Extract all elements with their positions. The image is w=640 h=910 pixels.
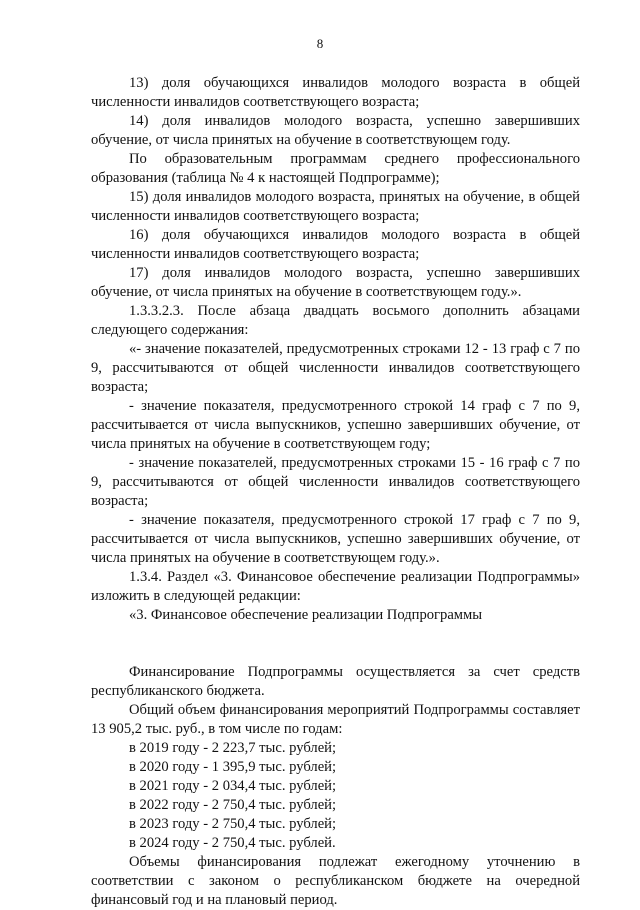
paragraph-row-14: - значение показателя, предусмотренного строкой 14 граф с 7 по 9, рассчитывается от числа выпускников, успешно завершивших обучение, от числа принятых на обучение в соответствующем году; [91, 398, 580, 452]
year-line-2019: в 2019 году - 2 223,7 тыс. рублей; [129, 740, 337, 756]
spacer [91, 625, 580, 663]
year-line-2022: в 2022 году - 2 750,4 тыс. рублей; [129, 797, 337, 813]
paragraph-spo-programs: По образовательным программам среднего профессионального образования (таблица № 4 к настоящей Подпрограмме); [91, 151, 580, 186]
paragraph-row-17: - значение показателя, предусмотренного строкой 17 граф с 7 по 9, рассчитывается от числа выпускников, успешно завершивших обучение, от числа принятых на обучение в соответствующем году.». [91, 512, 580, 566]
year-line-2020: в 2020 году - 1 395,9 тыс. рублей; [129, 759, 337, 775]
paragraph-item-16: 16) доля обучающихся инвалидов молодого возраста в общей численности инвалидов соответствующего возраста; [91, 227, 580, 262]
paragraph-item-15: 15) доля инвалидов молодого возраста, принятых на обучение, в общей численности инвалидов соответствующего возраста; [91, 189, 580, 224]
document-body [91, 74, 580, 910]
paragraph-financing-source: Финансирование Подпрограммы осуществляется за счет средств республиканского бюджета. [91, 664, 580, 699]
paragraph-item-17: 17) доля инвалидов молодого возраста, успешно завершивших обучение, от числа принятых на обучение в соответствующем году.». [91, 265, 580, 300]
paragraph-item-14: 14) доля инвалидов молодого возраста, успешно завершивших обучение, от числа принятых на обучение в соответствующем году. [91, 113, 580, 148]
paragraph-1-3-4: 1.3.4. Раздел «3. Финансовое обеспечение реализации Подпрограммы» изложить в следующей редакции: [91, 569, 580, 604]
year-line-2023: в 2023 году - 2 750,4 тыс. рублей; [129, 816, 337, 832]
paragraph-1-3-3-2-3: 1.3.3.2.3. После абзаца двадцать восьмого дополнить абзацами следующего содержания: [91, 303, 580, 338]
paragraph-annual-adjustment: Объемы финансирования подлежат ежегодному уточнению в соответствии с законом о республиканском бюджете на очередной финансовый год и на плановый период. [91, 854, 580, 908]
paragraph-total-volume: Общий объем финансирования мероприятий Подпрограммы составляет 13 905,2 тыс. руб., в том числе по годам: [91, 702, 580, 737]
paragraph-rows-15-16: - значение показателей, предусмотренных строками 15 - 16 граф с 7 по 9, рассчитываются от общей численности инвалидов соответствующего возраста; [91, 455, 580, 509]
section-heading-finance: «3. Финансовое обеспечение реализации Подпрограммы [129, 607, 483, 623]
page-number: 8 [316, 36, 324, 51]
paragraph-item-13: 13) доля обучающихся инвалидов молодого возраста в общей численности инвалидов соответствующего возраста; [91, 75, 580, 110]
year-line-2021: в 2021 году - 2 034,4 тыс. рублей; [129, 778, 337, 794]
year-line-2024: в 2024 году - 2 750,4 тыс. рублей. [129, 835, 336, 851]
paragraph-rows-12-13: «- значение показателей, предусмотренных строками 12 - 13 граф с 7 по 9, рассчитываются от общей численности инвалидов соответствующего возраста; [91, 341, 580, 395]
